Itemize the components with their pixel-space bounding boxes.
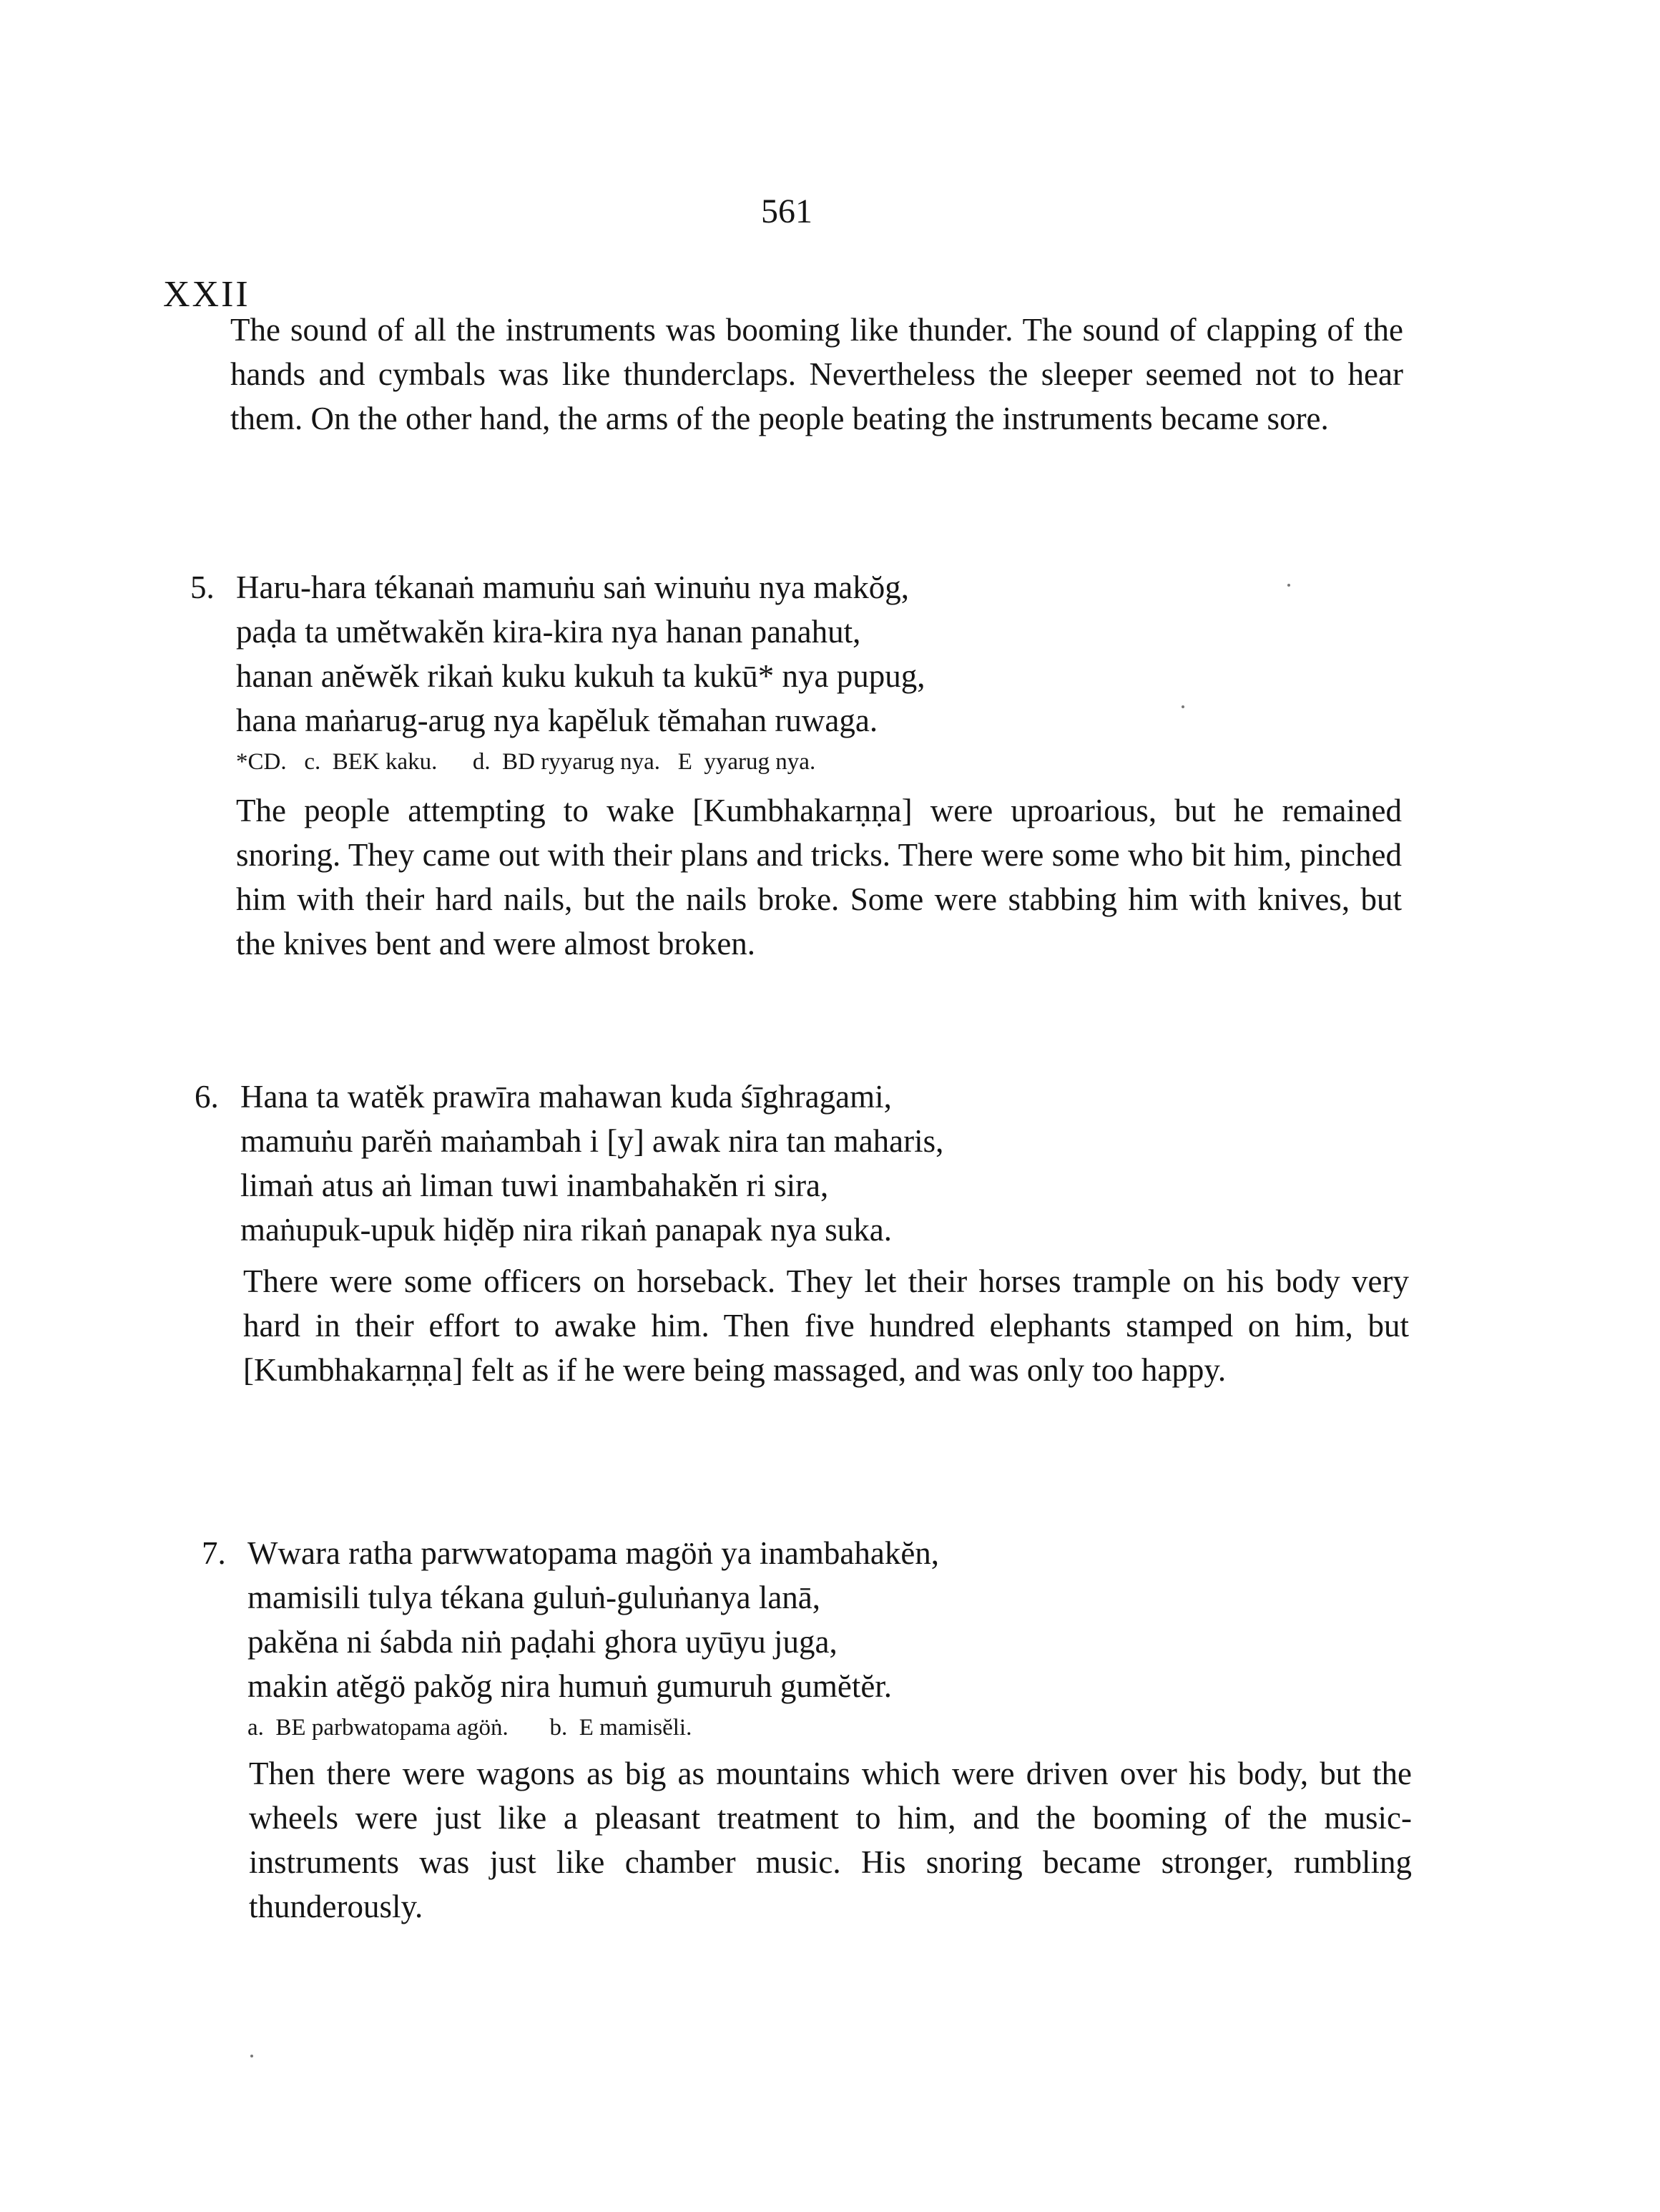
stanza-6 bbox=[195, 1075, 944, 1252]
verse-line: Wwara ratha parwwatopama magöṅ ya inambahakĕn, bbox=[247, 1535, 940, 1571]
translation-5: The people attempting to wake [Kumbhakarṇṇa] were uproarious, but he remained snoring. They came out with their plans and tricks. There were some who bit him, pinched him with their hard nails, but the nails broke. Some were stabbing him with knives, but the knives bent and were almost broken. bbox=[236, 793, 1402, 961]
textual-notes: *CD. c. BEK kaku. d. BD ryyarug nya. E yyarug nya. bbox=[236, 749, 816, 775]
verse-line: limaṅ atus aṅ liman tuwi inambahakĕn ri sira, bbox=[240, 1168, 829, 1203]
chapter-heading: XXII bbox=[163, 274, 250, 315]
intro-paragraph: The sound of all the instruments was booming like thunder. The sound of clapping of the hands and cymbals was like thunderclaps. Nevertheless the sleeper seemed not to hear them. On the other hand, the arms of the people beating the instruments became sore. bbox=[230, 312, 1403, 436]
verse-line: Hana ta watĕk prawīra mahawan kuda śīghragami, bbox=[240, 1079, 892, 1115]
stanza-number: 6. bbox=[195, 1079, 219, 1115]
stanza-number: 7. bbox=[202, 1535, 226, 1571]
translation-7: Then there were wagons as big as mountains which were driven over his body, but the wheels were just like a pleasant treatment to him, and the booming of the music-instruments was just like chamber music. His snoring became stronger, rumbling thunderously. bbox=[249, 1756, 1412, 1924]
verse-line: makin atĕgö pakŏg nira humuṅ gumuruh gumĕtĕr. bbox=[247, 1668, 893, 1704]
stanza-number: 5. bbox=[190, 569, 215, 605]
verse-line: hana maṅarug-arug nya kapĕluk tĕmahan ruwaga. bbox=[236, 703, 878, 738]
textual-notes: a. BE parbwatopama agöṅ. b. E mamisĕli. bbox=[247, 1715, 692, 1741]
print-speck bbox=[1182, 705, 1184, 708]
stanza-7 bbox=[202, 1531, 940, 1746]
verse-line: mamisili tulya tékana guluṅ-guluṅanya lanā, bbox=[247, 1580, 821, 1615]
verse-line: Haru-hara tékanaṅ mamuṅu saṅ winuṅu nya makŏg, bbox=[236, 569, 909, 605]
verse-line: mamuṅu parĕṅ maṅambah i [y] awak nira tan maharis, bbox=[240, 1123, 944, 1159]
print-speck bbox=[250, 2055, 253, 2057]
stanza-5 bbox=[190, 565, 925, 780]
page-number: 561 bbox=[761, 192, 812, 230]
verse-line: paḍa ta umĕtwakĕn kira-kira nya hanan panahut, bbox=[236, 614, 861, 650]
translation-6: There were some officers on horseback. They let their horses trample on his body very hard in their effort to awake him. Then five hundred elephants stamped on him, but [Kumbhakarṇṇa] felt as if he were being massaged, and was only too happy. bbox=[243, 1263, 1409, 1388]
verse-line: pakĕna ni śabda niṅ paḍahi ghora uyūyu juga, bbox=[247, 1624, 838, 1660]
print-speck bbox=[1287, 584, 1290, 587]
verse-line: maṅupuk-upuk hiḍĕp nira rikaṅ panapak nya suka. bbox=[240, 1212, 892, 1248]
verse-line: hanan anĕwĕk rikaṅ kuku kukuh ta kukū* nya pupug, bbox=[236, 658, 925, 694]
